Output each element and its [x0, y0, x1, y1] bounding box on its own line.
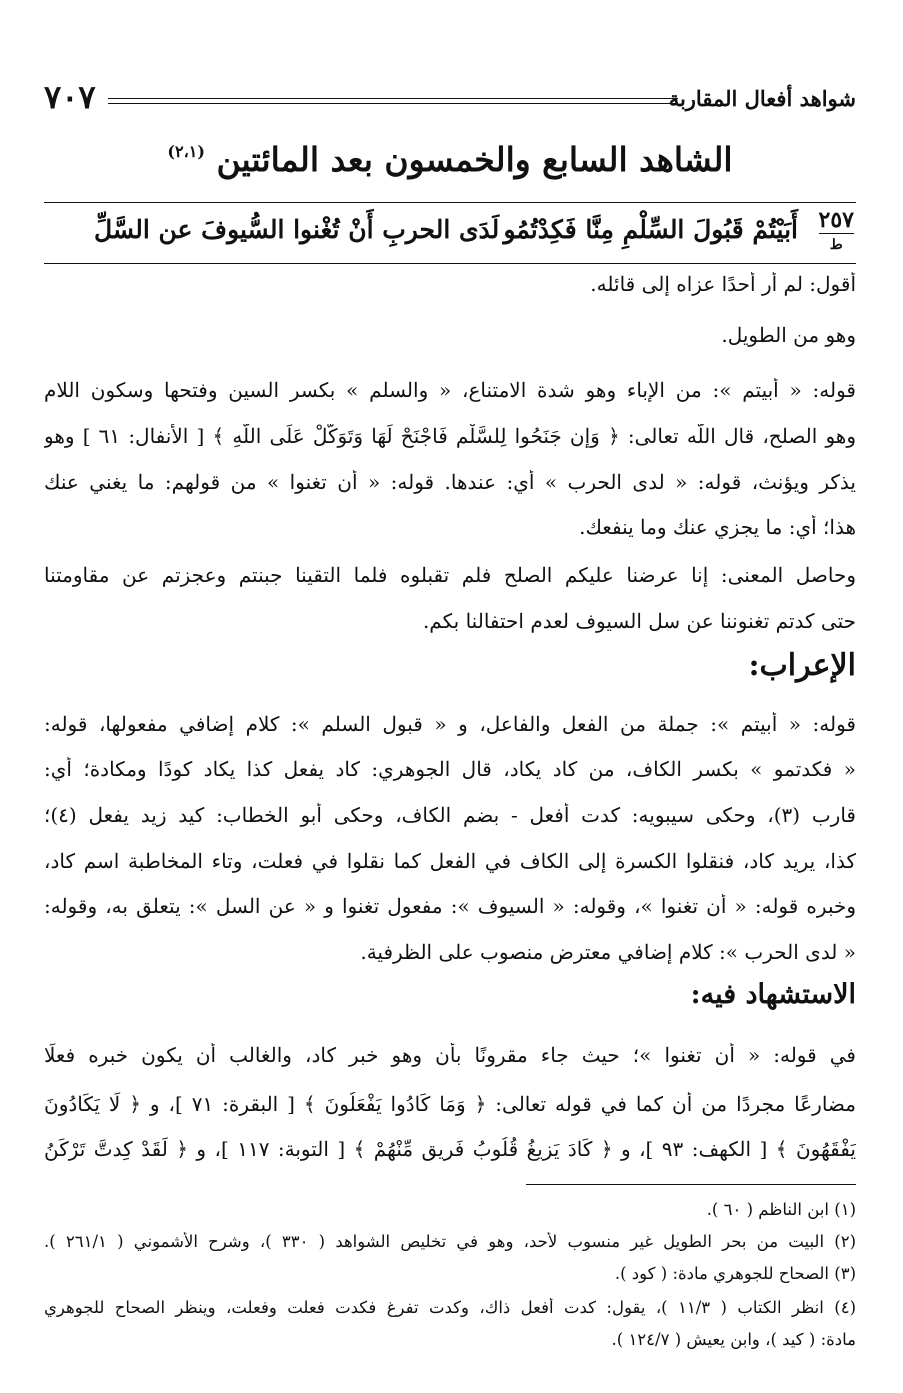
- body-line: وخبره قوله: « أن تغنوا »، وقوله: « السيوف »: مفعول تغنوا و « عن السل »: يتعلق به، وقوله:: [44, 894, 856, 918]
- book-page: [44, 0, 856, 1393]
- body-line: مضارعًا مجردًا من أن كما في قوله تعالى: ﴿ وَمَا كَادُوا يَفْعَلُونَ ﴾ [ البقرة: ٧١ ]، و ﴿ لَا يَكَادُونَ: [44, 1092, 856, 1116]
- body-line: « فكدتمو » بكسر الكاف، من كاد يكاد، قال الجوهري: كاد يفعل كذا يكاد كودًا ومكادة؛ أي:: [44, 757, 856, 781]
- body-line: قارب (٣)، وحكى سيبويه: كدت أفعل - بضم الكاف، وحكى أبو الخطاب: كيد زيد يفعل (٤)؛: [44, 803, 856, 827]
- footnote: (١) ابن الناظم ( ٦٠ ).: [706, 1200, 856, 1219]
- footnote: (٢) البيت من بحر الطويل غير منسوب لأحد، وهو في تخليص الشواهد ( ٣٣٠ )، وشرح الأشموني ( ٢٦١/١ ).: [44, 1232, 856, 1251]
- chapter-footnote-ref: (٢،١): [167, 142, 205, 161]
- body-line: وهو الصلح، قال اللَّه تعالى: ﴿ وَإِن جَنَحُوا لِلسَّلْمِ فَاجْنَحْ لَهَا وَتَوَكَّلْ عَلَى اللَّهِ ﴾ [ الأنفال: ٦١ ] وهو: [44, 424, 856, 448]
- chapter-title: [44, 140, 856, 179]
- running-title: شواهد أفعال المقاربة: [668, 86, 856, 111]
- chapter-title-text: الشاهد السابع والخمسون بعد المائتين: [216, 140, 733, 179]
- verse-hemistich-first: أَبَيْتُمْ قَبُولَ السِّلْمِ مِنَّا فَكِدْتُمُو: [503, 215, 798, 244]
- body-line: حتى كدتم تغنوننا عن سل السيوف لعدم احتفالنا بكم.: [422, 609, 856, 633]
- page-number: ٧٠٧: [44, 78, 96, 116]
- verse-meter: ط: [819, 233, 854, 254]
- body-line: قوله: « أبيتم »: جملة من الفعل والفاعل، و « قبول السلم »: كلام إضافي مفعولها، قوله:: [44, 712, 856, 736]
- verse-number-value: ٢٥٧: [818, 207, 854, 233]
- body-line: « لدى الحرب »: كلام إضافي معترض منصوب على الظرفية.: [360, 940, 856, 964]
- header-double-rule: [108, 98, 678, 104]
- body-line: هذا؛ أي: ما يجزي عنك وما ينفعك.: [579, 515, 856, 539]
- body-line: كذا، يريد كاد، فنقلوا الكسرة إلى الكاف في الفعل كما نقلوا في فعلت، وتاء المخاطبة اسم كاد،: [44, 849, 856, 873]
- body-line: قوله: « أبيتم »: من الإباء وهو شدة الامتناع، « والسلم » بكسر السين وفتحها وسكون اللام: [44, 378, 856, 402]
- footnote-separator: [526, 1184, 856, 1185]
- body-line: يَفْقَهُونَ ﴾ [ الكهف: ٩٣ ]، و ﴿ كَادَ يَزِيغُ قُلُوبُ فَرِيقٍ مِّنْهُمْ ﴾ [ التوبة: ١١٧ ]، و ﴿ لَقَدْ كِدتَّ تَرْكَنُ: [44, 1137, 856, 1161]
- body-line: في قوله: « أن تغنوا »؛ حيث جاء مقرونًا بأن وهو خبر كاد، والغالب أن يكون خبره فعلًا: [44, 1043, 856, 1067]
- verse-hemistich-second: لَدَى الحربِ أَنْ تُغْنوا السُّيوفَ عن السَّلِّ: [94, 215, 500, 244]
- section-heading-shahid: الاستشهاد فيه:: [690, 979, 856, 1010]
- footnote: (٣) الصحاح للجوهري مادة: ( كود ).: [614, 1264, 856, 1283]
- verse-box: [44, 202, 856, 264]
- body-line: وحاصل المعنى: إنا عرضنا عليكم الصلح فلم تقبلوه فلما التقينا جبنتم وعجزتم عن مقاومتنا: [44, 563, 856, 587]
- body-line: وهو من الطويل.: [721, 323, 856, 347]
- body-line: أقول: لم أر أحدًا عزاه إلى قائله.: [590, 272, 856, 296]
- footnote: مادة: ( كيد )، وابن يعيش ( ١٢٤/٧ ).: [611, 1330, 856, 1349]
- body-line: يذكر ويؤنث، قوله: « لدى الحرب » أي: عندها. قوله: « أن تغنوا » من قولهم: ما يغني عنك: [44, 470, 856, 494]
- section-heading-i3rab: الإعراب:: [748, 648, 856, 683]
- running-header: [44, 78, 856, 120]
- footnote: (٤) انظر الكتاب ( ١١/٣ )، يقول: كدت أفعل ذاك، وكدت تفرغ فكدت فعلت وفعلت، وينظر الصحاح للجوهري: [44, 1298, 856, 1317]
- verse-number: [818, 207, 854, 254]
